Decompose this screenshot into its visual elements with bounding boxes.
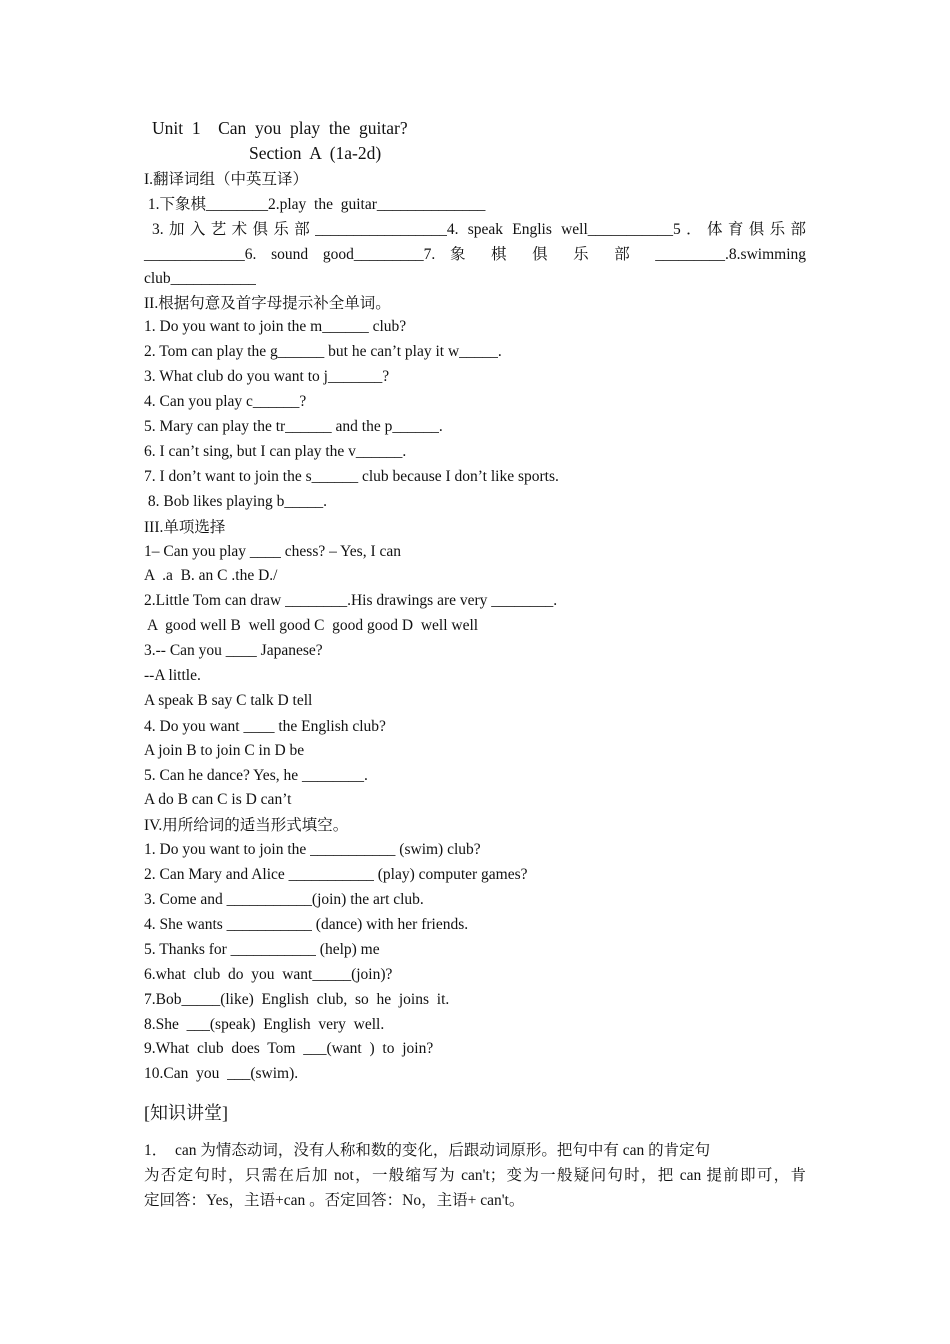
part4-item: 10.Can you ___(swim). xyxy=(144,1065,299,1082)
part2-item: 2. Tom can play the g______ but he can’t play it w_____. xyxy=(144,343,502,360)
part4-item: 9.What club does Tom ___(want ) to join? xyxy=(144,1040,434,1057)
part1-heading: I.翻译词组（中英互译） xyxy=(144,171,309,188)
part1-line: club___________ xyxy=(144,270,256,287)
part3-line: 1– Can you play ____ chess? – Yes, I can xyxy=(144,543,402,560)
part4-item: 3. Come and ___________(join) the art club. xyxy=(144,891,424,908)
part3-line: 2.Little Tom can draw ________.His drawings are very ________. xyxy=(144,592,558,609)
part4-item: 6.what club do you want_____(join)? xyxy=(144,966,393,983)
part3-line: A join B to join C in D be xyxy=(144,742,305,759)
part3-line: --A little. xyxy=(144,667,201,684)
part4-item: 4. She wants ___________ (dance) with her friends. xyxy=(144,916,469,933)
part3-line: A do B can C is D can’t xyxy=(144,791,292,808)
knowledge-paragraph-line: 定回答：Yes，主语+can 。否定回答：No，主语+ can't。 xyxy=(144,1192,525,1209)
part3-line: 4. Do you want ____ the English club? xyxy=(144,718,386,735)
part2-item: 7. I don’t want to join the s______ club because I don’t like sports. xyxy=(144,468,559,485)
part4-item: 2. Can Mary and Alice ___________ (play) computer games? xyxy=(144,866,528,883)
part3-line: 3.-- Can you ____ Japanese? xyxy=(144,642,323,659)
part3-line: A speak B say C talk D tell xyxy=(144,692,313,709)
part4-item: 5. Thanks for ___________ (help) me xyxy=(144,941,380,958)
knowledge-paragraph-line: 为否定句时，只需在后加 not，一般缩写为 can't；变为一般疑问句时，把 can 提前即可，肯 xyxy=(144,1167,806,1184)
part1-line: _____________6. sound good_________7. 象 棋 俱 乐 部 _________.8.swimming xyxy=(144,246,806,263)
part2-heading: II.根据句意及首字母提示补全单词。 xyxy=(144,295,391,312)
part3-line: 5. Can he dance? Yes, he ________. xyxy=(144,767,368,784)
part4-item: 8.She ___(speak) English very well. xyxy=(144,1016,385,1033)
part1-line: 3.加入艺术俱乐部_________________4. speak Englis well___________5．体育俱乐部 xyxy=(152,221,806,238)
part2-item: 1. Do you want to join the m______ club? xyxy=(144,318,407,335)
page-title: Unit 1 Can you play the guitar? xyxy=(152,118,408,138)
part2-item: 5. Mary can play the tr______ and the p______. xyxy=(144,418,443,435)
part2-item: 6. I can’t sing, but I can play the v______. xyxy=(144,443,407,460)
knowledge-heading: [知识讲堂] xyxy=(144,1103,228,1123)
part3-line: A good well B well good C good good D well well xyxy=(144,617,479,634)
part1-line: 1.下象棋________2.play the guitar______________ xyxy=(144,196,486,213)
part2-item: 8. Bob likes playing b_____. xyxy=(144,493,327,510)
part4-item: 1. Do you want to join the ___________ (swim) club? xyxy=(144,841,481,858)
part2-item: 4. Can you play c______? xyxy=(144,393,307,410)
section-subtitle: Section A (1a-2d) xyxy=(249,143,382,163)
part4-heading: IV.用所给词的适当形式填空。 xyxy=(144,817,349,834)
knowledge-paragraph-line: 1． can 为情态动词，没有人称和数的变化，后跟动词原形。把句中有 can 的肯定句 xyxy=(144,1142,711,1159)
part2-item: 3. What club do you want to j_______? xyxy=(144,368,390,385)
part4-item: 7.Bob_____(like) English club, so he joins it. xyxy=(144,991,450,1008)
part3-line: A .a B. an C .the D./ xyxy=(144,567,278,584)
part3-heading: III.单项选择 xyxy=(144,519,226,536)
